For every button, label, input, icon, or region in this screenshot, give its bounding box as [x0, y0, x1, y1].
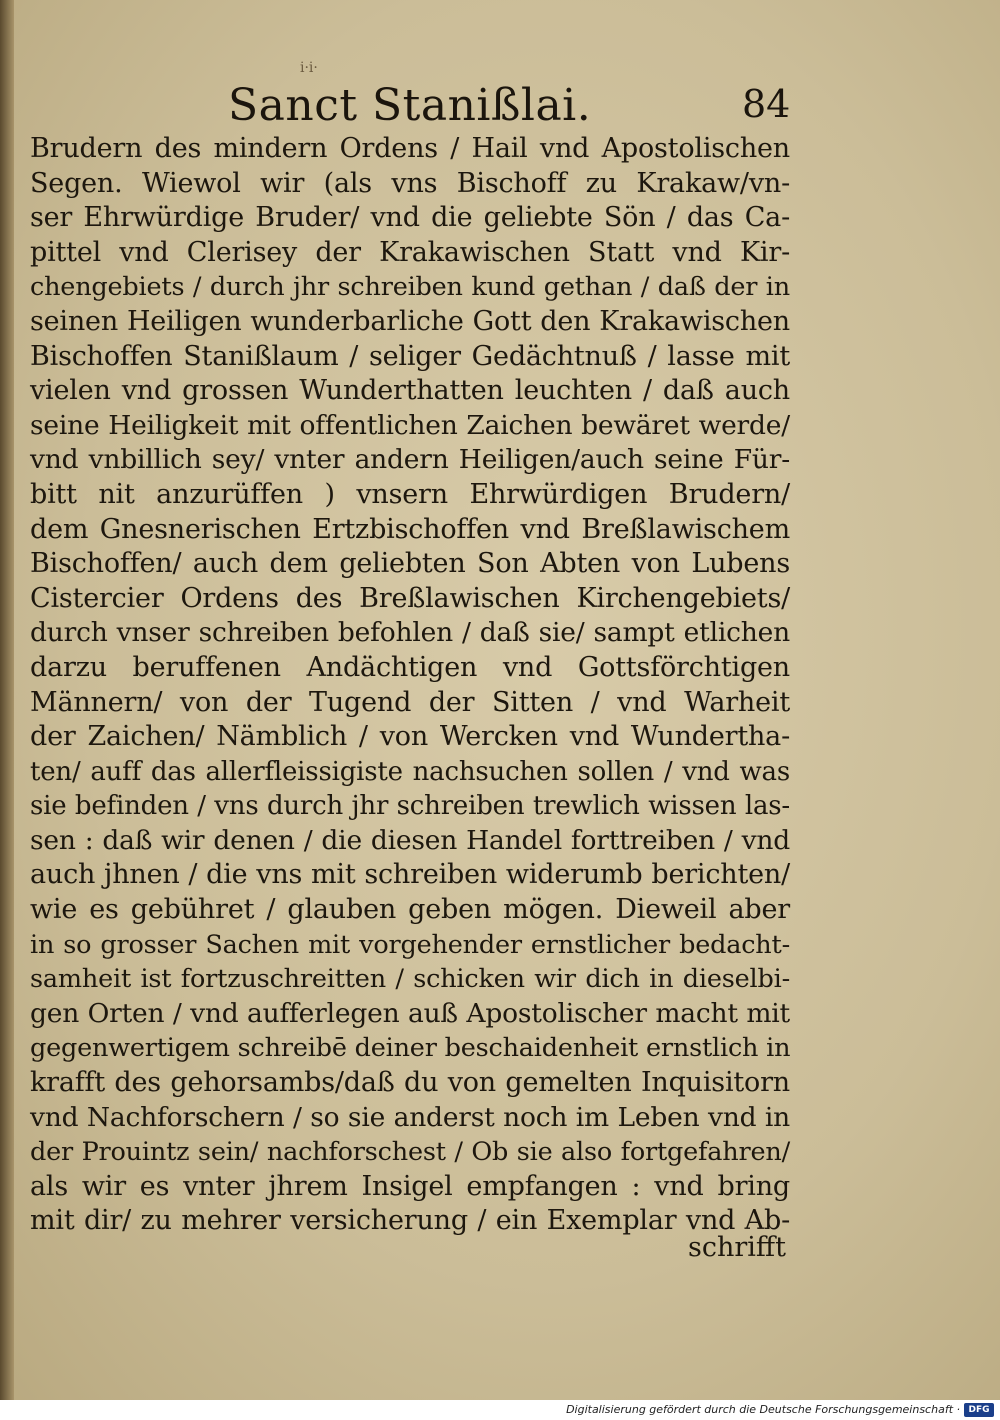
text-line: in so grosser Sachen mit vorgehender ernstlicher bedacht-	[30, 929, 790, 960]
text-line: als wir es vnter jhrem Insigel empfangen : vnd bring	[30, 1170, 790, 1202]
text-line: mit dir/ zu mehrer versicherung / ein Exemplar vnd Ab-	[30, 1205, 790, 1237]
text-line: ser Ehrwürdige Bruder/ vnd die geliebte Sön / das Ca-	[30, 202, 790, 234]
text-line: seine Heiligkeit mit offentlichen Zaichen bewäret werde/	[30, 409, 790, 441]
text-line: der Prouintz sein/ nachforschest / Ob sie also fortgefahren/	[30, 1137, 790, 1168]
text-line: wie es gebühret / glauben geben mögen. Dieweil aber	[30, 894, 790, 926]
text-line: gegenwertigem schreibē deiner beschaidenheit ernstlich in	[30, 1033, 791, 1064]
body-text	[30, 132, 790, 1239]
page-header	[0, 80, 1000, 140]
text-line: Cistercier Ordens des Breßlawischen Kirchengebiets/	[30, 582, 790, 614]
text-line: seinen Heiligen wunderbarliche Gott den Krakawischen	[30, 305, 790, 337]
text-line: ten/ auff das allerfleissigiste nachsuchen sollen / vnd was	[30, 756, 790, 787]
text-line: Männern/ von der Tugend der Sitten / vnd Warheit	[30, 686, 790, 718]
text-line: Bischoffen Stanißlaum / seliger Gedächtnuß / lasse mit	[30, 340, 790, 372]
text-line: der Zaichen/ Nämblich / von Wercken vnd Wundertha-	[30, 721, 790, 753]
text-line: gen Orten / vnd aufferlegen auß Apostolischer macht mit	[30, 997, 790, 1029]
text-line: chengebiets / durch jhr schreiben kund gethan / daß der in	[30, 272, 790, 303]
digitization-footer	[0, 1400, 1000, 1420]
text-line: sen : daß wir denen / die diesen Handel forttreiben / vnd	[30, 824, 790, 856]
dfg-logo-icon: DFG	[964, 1403, 994, 1417]
running-title: Sanct Stanißlai.	[228, 80, 592, 131]
text-line: dem Gnesnerischen Ertzbischoffen vnd Breßlawischem	[30, 513, 790, 545]
catchword: schrifft	[688, 1232, 786, 1263]
text-line: Brudern des mindern Ordens / Hail vnd Apostolischen	[30, 133, 790, 164]
text-line: Bischoffen/ auch dem geliebten Son Abten von Lubens	[30, 548, 790, 580]
text-line: darzu beruffenen Andächtigen vnd Gottsförchtigen	[30, 651, 790, 683]
text-line: vnd Nachforschern / so sie anderst noch im Leben vnd in	[30, 1101, 790, 1133]
top-mark: i·i·	[300, 60, 318, 76]
text-line: auch jhnen / die vns mit schreiben widerumb berichten/	[30, 859, 790, 891]
text-line: pittel vnd Clerisey der Krakawischen Statt vnd Kir-	[30, 236, 790, 268]
binding-edge	[0, 0, 14, 1400]
text-line: samheit ist fortzuschreitten / schicken wir dich in dieselbi-	[30, 964, 790, 995]
text-line: durch vnser schreiben befohlen / daß sie/ sampt etlichen	[30, 617, 790, 649]
text-line: sie befinden / vns durch jhr schreiben trewlich wissen las-	[30, 791, 790, 822]
folio-number: 84	[742, 82, 791, 126]
text-line: vielen vnd grossen Wunderthatten leuchten / daß auch	[30, 375, 790, 407]
text-line: Segen. Wiewol wir (als vns Bischoff zu Krakaw/vn-	[30, 167, 790, 199]
text-line: krafft des gehorsambs/daß du von gemelten Inquisitorn	[30, 1067, 790, 1099]
text-line: bitt nit anzurüffen ) vnsern Ehrwürdigen Brudern/	[30, 478, 790, 510]
funding-credit: Digitalisierung gefördert durch die Deutsche Forschungsgemeinschaft ·	[566, 1403, 960, 1416]
text-line: vnd vnbillich sey/ vnter andern Heiligen/auch seine Für-	[30, 444, 790, 476]
